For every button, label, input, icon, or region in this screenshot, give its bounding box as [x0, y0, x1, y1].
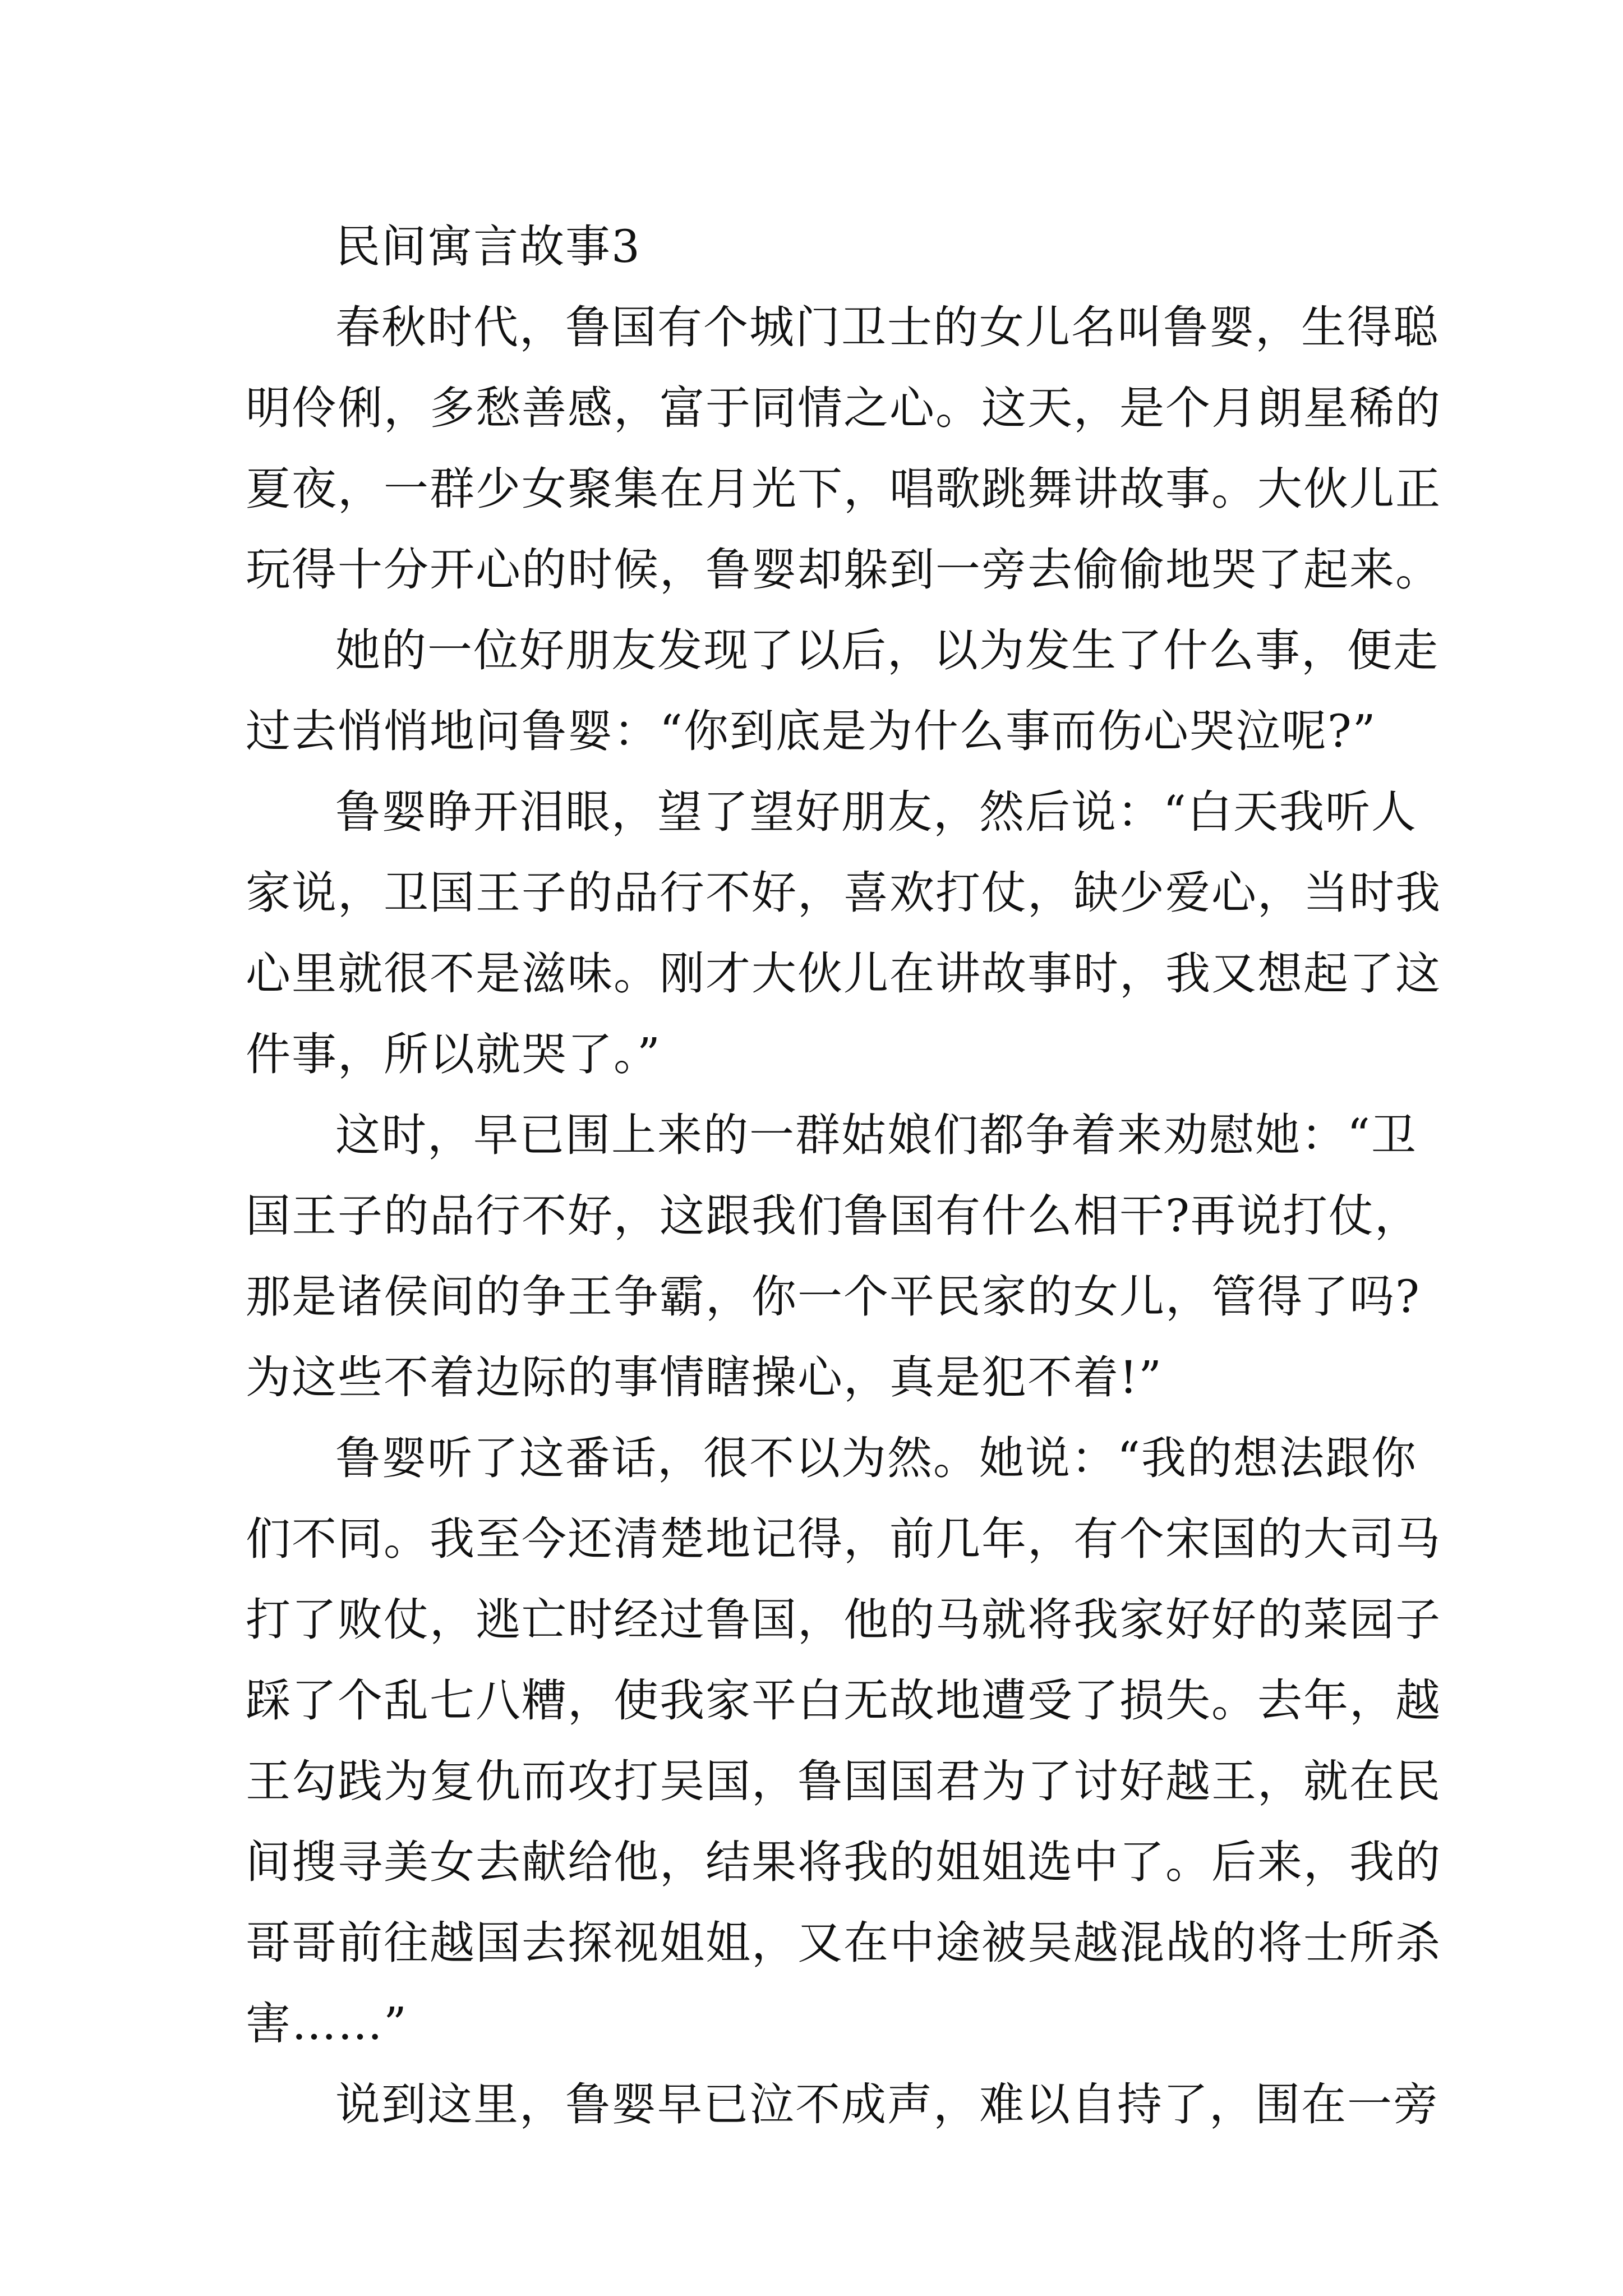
paragraph-5-line-1: 鲁婴听了这番话，很不以为然。她说：“我的想法跟你 — [335, 1432, 1417, 1484]
paragraph-5-line-2: 们不同。我至今还清楚地记得，前几年，有个宋国的大司马 — [246, 1513, 1441, 1565]
paragraph-4-line-1: 这时，早已围上来的一群姑娘们都争着来劝慰她：“卫 — [335, 1109, 1417, 1161]
paragraph-3-line-2: 家说，卫国王子的品行不好，喜欢打仗，缺少爱心，当时我 — [246, 867, 1441, 919]
paragraph-2-line-1: 她的一位好朋友发现了以后，以为发生了什么事，便走 — [335, 624, 1439, 677]
paragraph-1-line-2: 明伶俐，多愁善感，富于同情之心。这天，是个月朗星稀的 — [246, 382, 1441, 434]
paragraph-3-line-1: 鲁婴睁开泪眼，望了望好朋友，然后说：“白天我听人 — [335, 786, 1417, 838]
paragraph-5-line-5: 王勾践为复仇而攻打吴国，鲁国国君为了讨好越王，就在民 — [246, 1755, 1441, 1807]
document-body — [246, 206, 1441, 2145]
paragraph-3-line-4: 件事，所以就哭了。” — [246, 1028, 661, 1080]
paragraph-5-line-3: 打了败仗，逃亡时经过鲁国，他的马就将我家好好的菜园子 — [246, 1594, 1441, 1646]
document-title: 民间寓言故事3 — [335, 220, 641, 273]
paragraph-1-line-3: 夏夜，一群少女聚集在月光下，唱歌跳舞讲故事。大伙儿正 — [246, 463, 1441, 515]
paragraph-5-line-7: 哥哥前往越国去探视姐姐，又在中途被吴越混战的将士所杀 — [246, 1917, 1441, 1969]
paragraph-4-line-3: 那是诸侯间的争王争霸，你一个平民家的女儿，管得了吗? — [246, 1271, 1421, 1323]
paragraph-5-line-4: 踩了个乱七八糟，使我家平白无故地遭受了损失。去年，越 — [246, 1674, 1441, 1727]
paragraph-3-line-3: 心里就很不是滋味。刚才大伙儿在讲故事时，我又想起了这 — [246, 947, 1441, 1000]
paragraph-4-line-4: 为这些不着边际的事情瞎操心，真是犯不着!” — [246, 1351, 1163, 1404]
paragraph-5-line-6: 间搜寻美女去献给他，结果将我的姐姐选中了。后来，我的 — [246, 1836, 1441, 1888]
paragraph-6-line-1: 说到这里，鲁婴早已泣不成声，难以自持了，围在一旁 — [335, 2078, 1439, 2131]
paragraph-1-line-4: 玩得十分开心的时候，鲁婴却躲到一旁去偷偷地哭了起来。 — [246, 544, 1441, 596]
paragraph-4-line-2: 国王子的品行不好，这跟我们鲁国有什么相干?再说打仗， — [246, 1190, 1421, 1242]
paragraph-5-line-8: 害……” — [246, 1998, 408, 2050]
paragraph-2-line-2: 过去悄悄地问鲁婴：“你到底是为什么事而伤心哭泣呢?” — [246, 705, 1377, 757]
paragraph-1-line-1: 春秋时代，鲁国有个城门卫士的女儿名叫鲁婴，生得聪 — [335, 301, 1439, 353]
